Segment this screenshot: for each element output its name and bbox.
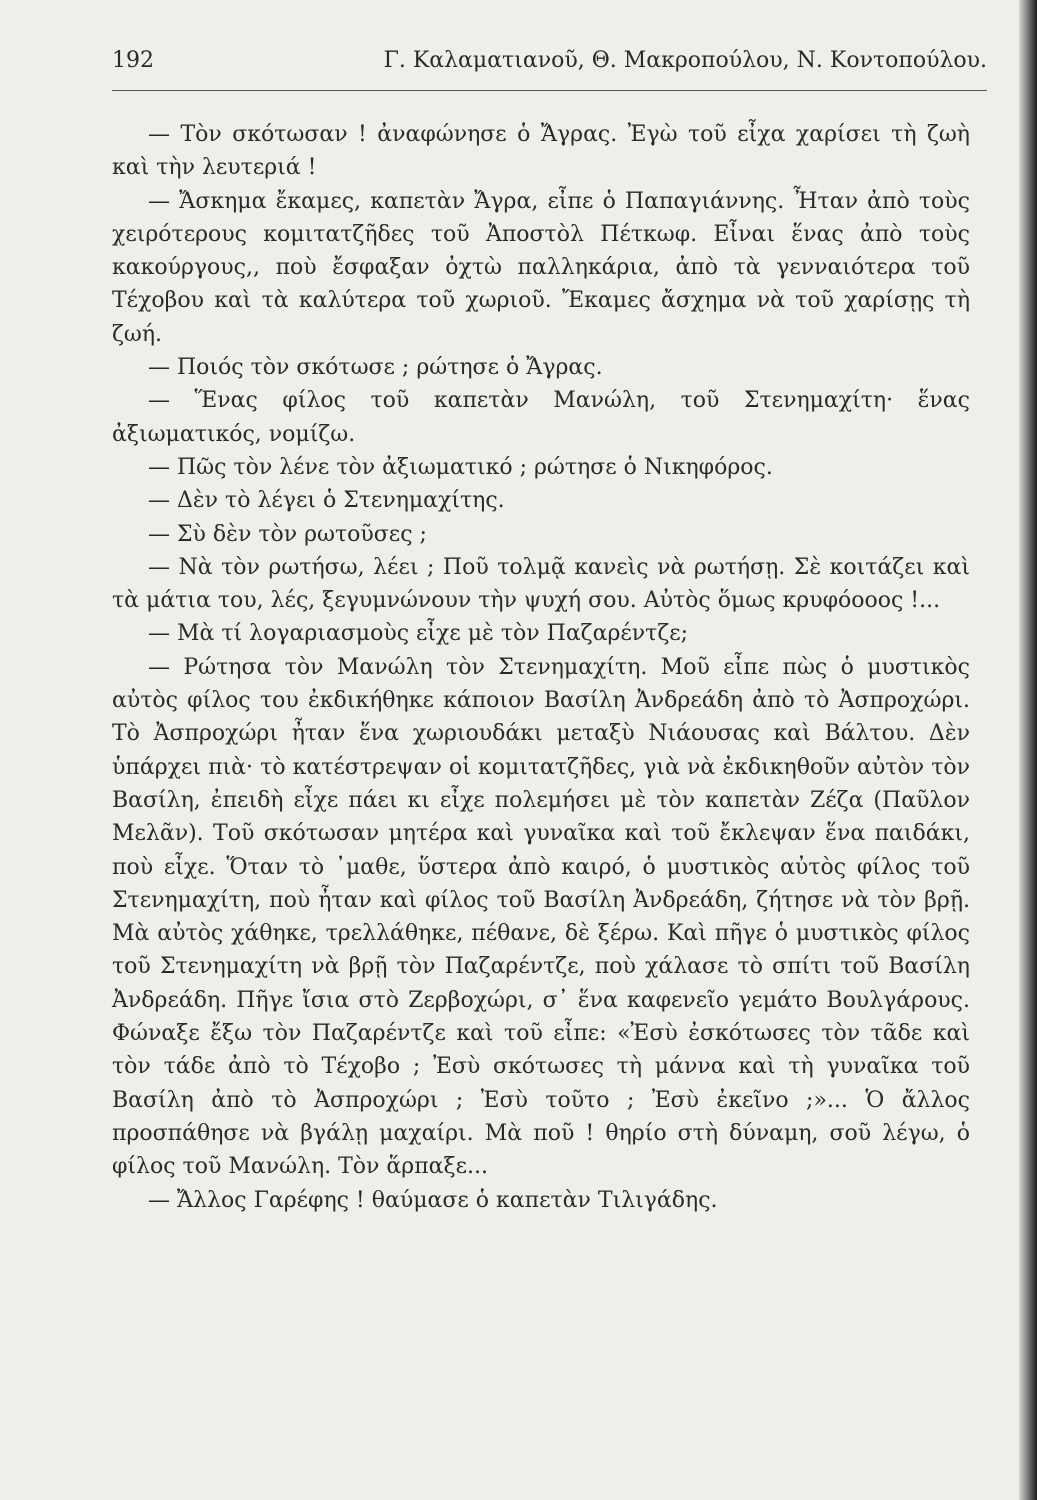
page-number: 192	[112, 48, 154, 73]
paragraph: — Ρώτησα τὸν Μανώλη τὸν Στενημαχίτη. Μοῦ εἶπε πὼς ὁ μυστικὸς αὐτὸς φίλος του ἐκδικήθηκε κάποιον Βασίλη Ἀνδρεάδη ἀπὸ τὸ Ἀσπροχώρι. Τὸ Ἀσπροχώρι ἦταν ἕνα χωριουδάκι μεταξὺ Νιάουσας καὶ Βάλτου. Δὲν ὑπάρχει πιὰ· τὸ κατέστρεψαν οἱ κομιτατζῆδες, γιὰ νὰ ἐκδικηθοῦν αὐτὸν τὸν Βασίλη, ἐπειδὴ εἶχε πάει κι εἶχε πολεμήσει μὲ τὸν καπετὰν Ζέζα (Παῦλον Μελᾶν). Τοῦ σκότωσαν μητέρα καὶ γυναῖκα καὶ τοῦ ἔκλεψαν ἕνα παιδάκι, ποὺ εἶχε. Ὅταν τὸ ᾽μαθε, ὕστερα ἀπὸ καιρό, ὁ μυστικὸς αὐτὸς φίλος τοῦ Στενημαχίτη, ποὺ ἦταν καὶ φίλος τοῦ Βασίλη Ἀνδρεάδη, ζήτησε νὰ τὸν βρῇ. Μὰ αὐτὸς χάθηκε, τρελλάθηκε, πέθανε, δὲ ξέρω. Καὶ πῆγε ὁ μυστικὸς φίλος τοῦ Στενημαχίτη νὰ βρῇ τὸν Παζαρέντζε, ποὺ χάλασε τὸ σπίτι τοῦ Βασίλη Ἀνδρεάδη. Πῆγε ἴσια στὸ Ζερβοχώρι, σ᾽ ἕνα καφενεῖο γεμάτο Βουλγάρους. Φώναξε ἔξω τὸν Παζαρέντζε καὶ τοῦ εἶπε: «Ἐσὺ ἐσκότωσες τὸν τᾶδε καὶ τὸν τάδε ἀπὸ τὸ Τέχοβο ; Ἐσὺ σκότωσες τὴ μάννα καὶ τὴ γυναῖκα τοῦ Βασίλη ἀπὸ τὸ Ἀσπροχώρι ; Ἐσὺ τοῦτο ; Ἐσὺ ἐκεῖνο ;»... Ὁ ἄλλος προσπάθησε νὰ βγάλῃ μαχαίρι. Μὰ ποῦ ! θηρίο στὴ δύναμη, σοῦ λέγω, ὁ φίλος τοῦ Μανώλη. Τὸν ἅρπαξε...	[112, 654, 970, 1180]
page-edge-shadow	[1019, 0, 1037, 1500]
paragraph: — Ἕνας φίλος τοῦ καπετὰν Μανώλη, τοῦ Στενημαχίτη· ἕνας ἀξιωματικός, νομίζω.	[112, 388, 970, 447]
running-head: Γ. Καλαματιανοῦ, Θ. Μακροπούλου, Ν. Κοντοπούλου.	[383, 48, 987, 73]
paragraph: — Ποιός τὸν σκότωσε ; ρώτησε ὁ Ἄγρας.	[148, 355, 603, 381]
paragraph: — Νὰ τὸν ρωτήσω, λέει ; Ποῦ τολμᾷ κανεὶς νὰ ρωτήσῃ. Σὲ κοιτάζει καὶ τὰ μάτια του, λές, ξεγυμνώνουν τὴν ψυχή σου. Αὐτὸς ὅμως κρυφόοοος !...	[112, 554, 970, 614]
paragraph: — Δὲν τὸ λέγει ὁ Στενημαχίτης.	[148, 488, 505, 514]
paragraph: — Ἄλλος Γαρέφης ! θαύμασε ὁ καπετὰν Τιλιγάδης.	[148, 1187, 718, 1213]
paragraph: — Σὺ δὲν τὸν ρωτοῦσες ;	[148, 521, 427, 547]
paragraph: — Πῶς τὸν λένε τὸν ἀξιωματικό ; ρώτησε ὁ Νικηφόρος.	[148, 454, 773, 480]
body-text	[112, 118, 970, 1217]
paragraph: — Ἄσκημα ἔκαμες, καπετὰν Ἄγρα, εἶπε ὁ Παπαγιάννης. Ἦταν ἀπὸ τοὺς χειρότερους κομιτατζῆδες τοῦ Ἀποστὸλ Πέτκωφ. Εἶναι ἕνας ἀπὸ τοὺς κακούργους,, ποὺ ἔσφαξαν ὀχτὼ παλληκάρια, ἀπὸ τὰ γενναιότερα τοῦ Τέχοβου καὶ τὰ καλύτερα τοῦ χωριοῦ. Ἔκαμες ἄσχημα νὰ τοῦ χαρίσῃς τὴ ζωή.	[112, 188, 970, 347]
paragraph: — Τὸν σκότωσαν ! ἀναφώνησε ὁ Ἄγρας. Ἐγὼ τοῦ εἶχα χαρίσει τὴ ζωὴ καὶ τὴν λευτεριά !	[112, 122, 970, 181]
header-rule	[112, 90, 987, 91]
page-header	[112, 48, 987, 88]
paragraph: — Μὰ τί λογαριασμοὺς εἶχε μὲ τὸν Παζαρέντζε;	[148, 621, 689, 647]
